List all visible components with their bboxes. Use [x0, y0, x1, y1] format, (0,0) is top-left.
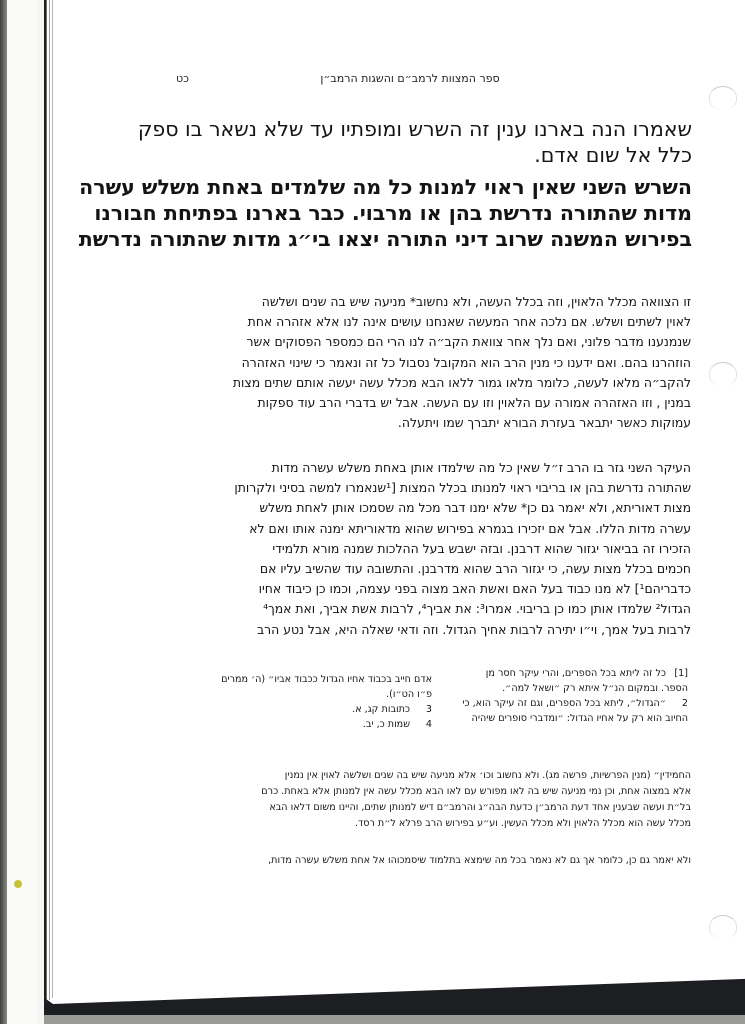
footnote-number: 3 — [425, 704, 432, 715]
footnote-line — [448, 666, 688, 681]
text-line: עמוקות כאשר יתבאר בעזרת הבורא יתברך שמו ויתעלה. — [397, 415, 691, 431]
text-line: הזכירו זה בביאור יגזור שהוא דרבנן. ובזה ישבש בעל ההלכות שמנה מורא תלמידי — [272, 540, 691, 556]
footnote-text: ״הגדול״, ליתא בכל הספרים, וגם זה עיקר הוא, כי — [462, 698, 666, 709]
punch-hole — [709, 915, 737, 938]
footnote-text: כתובות קג, א. — [352, 704, 410, 715]
paragraph-2 — [186, 458, 691, 640]
footnote-text: שמות כ, יב. — [362, 719, 410, 730]
text-line: כלל אל שום אדם. — [534, 143, 692, 167]
commentary-line: מכלל עשה הוא מכלל הלאוין ולא מכלל העשין. וע״ע בפירוש הרב פרלא ל״ת רסד. — [354, 818, 691, 829]
text-line: השרש השני שאין ראוי למנות כל מה שלמדים באחת משלש עשרה — [79, 175, 692, 199]
punch-hole — [709, 362, 737, 385]
footnote-number: 2 — [681, 698, 688, 709]
text-line: שהתורה נדרשת בהן או בריבוי ראוי למנותו בכלל המצות [¹שנאמרו למשה בסיני ולקרותן — [234, 480, 691, 496]
footnote-line — [448, 681, 688, 696]
footnote-number: [1] — [674, 668, 688, 679]
scanner-edge-strip — [0, 0, 7, 1024]
page-edge-line — [49, 0, 50, 1000]
text-line: חכמים בכלל מצות עשה, כי יגזור הרב שהוא מדרבנן. והתשובה עוד שהשיב עליו אם — [259, 561, 691, 577]
footnote-text: הספר. ובמקום הנ״ל איתא רק ״ושאל למה״. — [502, 683, 688, 694]
page-number: כט — [176, 72, 189, 85]
footnotes-right-column — [448, 666, 688, 726]
footnote-text: אדם חייב בכבוד אחיו הגדול ככבוד אביו״ (ה׳ ממרים — [221, 674, 432, 685]
text-line: העיקר השני גזר בו הרב ז״ל שאין כל מה שילמדו אותן באחת משלש עשרה מדות — [271, 460, 691, 475]
text-line: שנמנענו מדבר פלוני, ואם נלך אחר צוואת הקב״ה לנו הרי הם כמספר הפסוקים אשר — [246, 334, 691, 350]
footnote-line — [192, 672, 432, 687]
footnote-text: כל זה ליתא בכל הספרים, והרי עיקר חסר מן — [485, 668, 666, 679]
text-line: שאמרו הנה בארנו ענין זה השרש ומופתיו עד שלא נשאר בו ספק — [137, 117, 692, 141]
footnote-text: פ״ו הט״ו). — [386, 689, 432, 700]
page-edge-line — [46, 0, 47, 1004]
commentary-block — [186, 768, 691, 832]
footnotes-left-column — [192, 672, 432, 732]
commentary-line: אלא במצוה אחת, וכן נמי מניעה שיש בה לאו מפורש עם לאו הבא מכלל עשה אין למנותן אלא באחת. כרם — [261, 786, 691, 797]
text-line: עשרה מדות הללו. אבל אם יזכירו בגמרא בפירוש שהוא מדאוריתא ימנה אותו ואם לא — [249, 520, 691, 536]
opening-passage — [137, 116, 692, 168]
commentary-line: ולא יאמר גם כן, כלומר אך גם לא נאמר בכל מה שימצא בתלמוד שיסמכוהו אל אחת משלש עשרה מדות, — [268, 855, 691, 866]
punch-hole — [709, 86, 737, 109]
footnote-line — [448, 711, 688, 726]
scanner-margin — [7, 0, 37, 1024]
footnote-line — [448, 696, 688, 711]
footnote-number: 4 — [425, 719, 432, 730]
text-line: הוזהרנו בהם. ואם ידענו כי מנין הרב הוא המקובל נסבול כל זה ונאמר כי שינוי האזהרה — [241, 354, 691, 370]
commentary-line: בל״ת ועשה שבענין אחד דעת הרמב״ן כדעת הבה״ג והרמב״ם דיש למנותן שתים, והיינו משום דלאו הבא — [269, 802, 691, 813]
text-line: כדבריהם¹] לא מנו כבוד בעל האם ואשת האב מצוה בפני עצמה, וכמו כן כיבוד אחיו — [258, 581, 691, 597]
text-line: לרבות בעל אמך, וי״ו יתירה לרבות אחיך הגדול. וזה ודאי שאלה היא, אבל נטע הרב — [257, 621, 691, 637]
text-line: מדות שהתורה נדרשת בהן או מרבוי. כבר בארנו בפתיחת חבורנו — [94, 201, 692, 225]
text-line: בפירוש המשנה שרוב דיני התורה יצאו בי״ג מדות שהתורה נדרשת — [78, 227, 692, 251]
footnote-line — [192, 687, 432, 702]
paragraph-1 — [186, 292, 691, 433]
footnote-line — [192, 717, 432, 732]
text-line: זו הצוואה מכלל הלאוין, וזה בכלל העשה, ולא נחשוב* מניעה שיש בה שנים ושלשה — [261, 294, 691, 309]
footnote-text: החיוב הוא רק על אחיו הגדול: ״ומדברי סופרים שיהיה — [471, 713, 688, 724]
page-edge-line — [52, 0, 53, 998]
commentary-final-line — [186, 853, 691, 868]
text-line: להקב״ה מלאו לעשה, כלומר מלאו גמור ללאו הבא מכלל עשה יעשה אותם שתים מצות — [232, 374, 691, 390]
marker-dot — [14, 880, 22, 888]
text-line: מצות דאוריתא, ולא יאמר גם כן* שלא ימנו דבר מכל מה שסמכו אותן לאחת משלש — [259, 500, 691, 516]
commentary-line: החמידין״ (מנין הפרשיות, פרשה מג). ולא נחשוב וכו׳ אלא מניעה שיש בה שנים ושלשה לאוין אין נמנין — [284, 770, 691, 781]
text-line: במנין , וזו האזהרה אמורה עם הלאוין וזו עם העשה. אבל יש בדברי הרב עוד ספקות — [257, 395, 691, 411]
running-title: ספר המצוות לרמב״ם והשגות הרמב״ן — [320, 72, 500, 85]
footnote-line — [192, 702, 432, 717]
text-line: הגדול² שלמדו אותן כמו כן בריבוי. אמרו³: את אביך⁴, לרבות אשת אביך, ואת אמך⁴ — [263, 601, 691, 617]
text-line: לאוין לשתים ושלש. אם נלכה אחר המעשה שאנחנו עושים אינה לנו אלא אזהרה אחת — [247, 314, 691, 330]
second-root-heading — [78, 174, 692, 252]
